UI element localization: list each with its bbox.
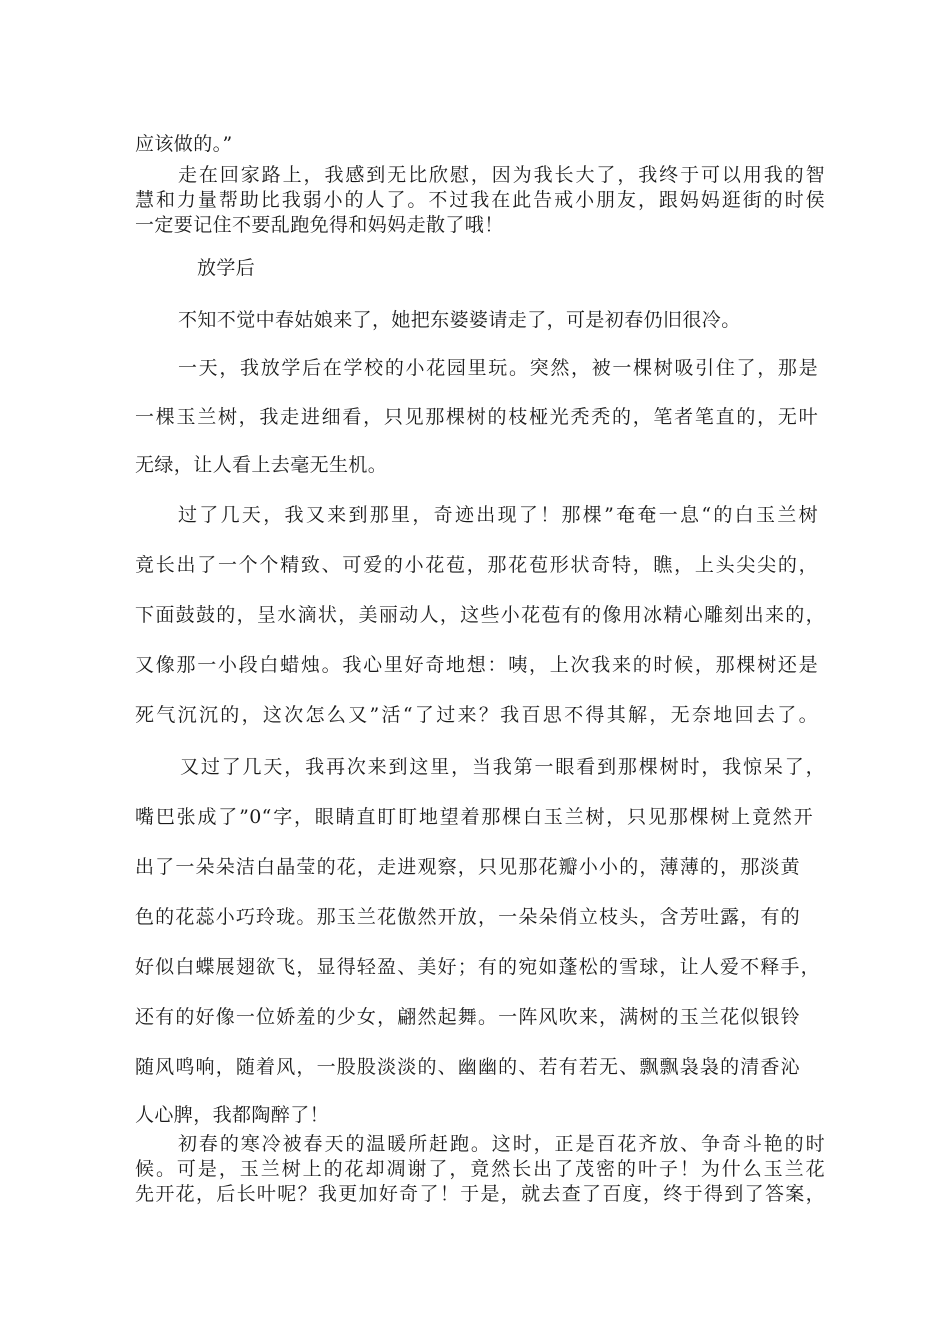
text-line: 好似白蝶展翅欲飞，显得轻盈、美好；有的宛如蓬松的雪球，让人爱不释手，: [135, 956, 820, 978]
text-line: 出了一朵朵洁白晶莹的花，走进观察，只见那花瓣小小的，薄薄的，那淡黄: [135, 856, 800, 878]
text-line: 还有的好像一位娇羞的少女，翩然起舞。一阵风吹来，满树的玉兰花似银铃: [135, 1006, 800, 1028]
text-line: 初春的寒冷被春天的温暖所赶跑。这时，正是百花齐放、争奇斗艳的时: [178, 1133, 825, 1155]
text-line: 无绿，让人看上去毫无生机。: [135, 454, 388, 476]
text-line: 色的花蕊小巧玲珑。那玉兰花傲然开放，一朵朵俏立枝头，含芳吐露，有的: [135, 906, 800, 928]
text-line: 不知不觉中春姑娘来了，她把东婆婆请走了，可是初春仍旧很冷。: [178, 309, 741, 331]
text-line: 慧和力量帮助比我弱小的人了。不过我在此告戒小朋友，跟妈妈逛街的时侯: [135, 189, 825, 211]
text-line: 走在回家路上，我感到无比欣慰，因为我长大了，我终于可以用我的智: [178, 164, 825, 186]
text-line: 应该做的。”: [135, 133, 233, 155]
section-title: 放学后: [197, 257, 256, 279]
text-line: 嘴巴张成了”0“字，眼睛直盯盯地望着那棵白玉兰树，只见那棵树上竟然开: [135, 806, 813, 828]
text-line: 随风鸣响，随着风，一股股淡淡的、幽幽的、若有若无、飘飘袅袅的清香沁: [135, 1056, 800, 1078]
text-line: 一定要记住不要乱跑免得和妈妈走散了哦！: [135, 214, 504, 236]
text-line: 死气沉沉的，这次怎么又”活“了过来？我百思不得其解，无奈地回去了。: [135, 704, 818, 726]
text-line: 候。可是，玉兰树上的花却凋谢了，竟然长出了茂密的叶子！为什么玉兰花: [135, 1158, 825, 1180]
text-line: 先开花，后长叶呢？我更加好奇了！于是，就去查了百度，终于得到了答案，: [135, 1183, 825, 1205]
text-line: 又像那一小段白蜡烛。我心里好奇地想：咦，上次我来的时候，那棵树还是: [135, 654, 818, 676]
text-line: 过了几天，我又来到那里，奇迹出现了！那棵”奄奄一息“的白玉兰树: [178, 504, 818, 526]
text-line: 下面鼓鼓的，呈水滴状，美丽动人，这些小花苞有的像用冰精心雕刻出来的，: [135, 604, 825, 626]
text-line: 又过了几天，我再次来到这里，当我第一眼看到那棵树时，我惊呆了，: [180, 756, 825, 778]
text-line: 一天，我放学后在学校的小花园里玩。突然，被一棵树吸引住了，那是: [178, 357, 818, 379]
text-line: 人心脾，我都陶醉了！: [135, 1104, 330, 1126]
text-line: 竟长出了一个个精致、可爱的小花苞，那花苞形状奇特，瞧，上头尖尖的，: [135, 554, 818, 576]
text-line: 一棵玉兰树，我走进细看，只见那棵树的枝桠光秃秃的，笔者笔直的，无叶: [135, 406, 818, 428]
